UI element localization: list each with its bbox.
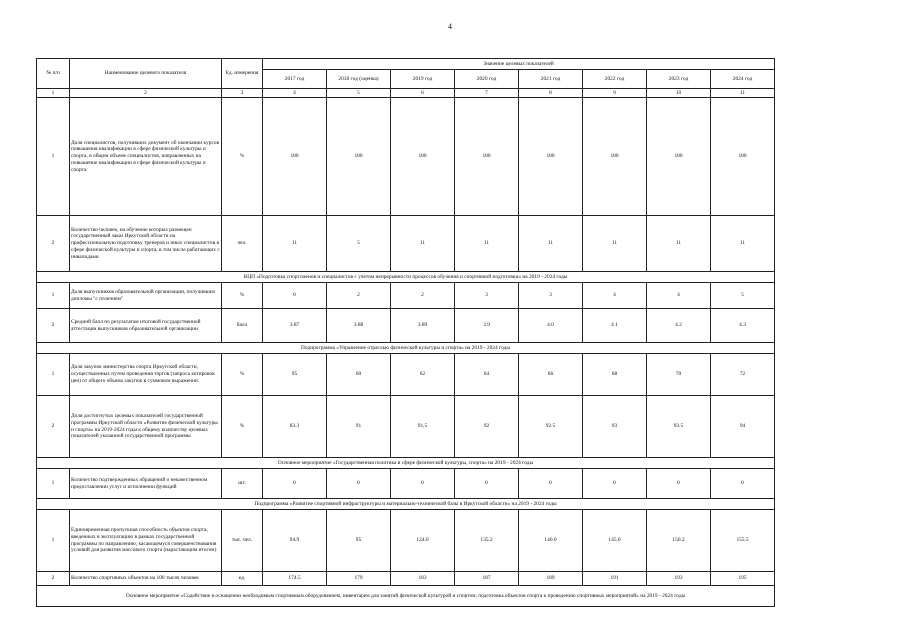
value-cell: 100 — [519, 98, 583, 216]
section-title: Подпрограмма «Развитие спортивной инфраструктуры и материально-технической базы в Иркутской области» на 2019 - 2024 годы — [37, 499, 775, 510]
header-year: 2020 год — [455, 70, 519, 89]
value-cell: 179 — [327, 572, 391, 586]
value-cell: 11 — [263, 216, 327, 272]
unit-cell: % — [222, 354, 263, 396]
value-cell: 5 — [711, 283, 775, 309]
row-number: 2 — [37, 309, 70, 343]
row-number: 2 — [37, 216, 70, 272]
value-cell: 0 — [583, 469, 647, 499]
value-cell: 140.0 — [519, 510, 583, 572]
value-cell: 0 — [327, 469, 391, 499]
column-number: 4 — [263, 89, 327, 98]
value-cell: 11 — [455, 216, 519, 272]
value-cell: 95 — [327, 510, 391, 572]
value-cell: 93 — [583, 396, 647, 458]
value-cell: 62 — [391, 354, 455, 396]
value-cell: 94 — [711, 396, 775, 458]
value-cell: 2 — [327, 283, 391, 309]
value-cell: 4.0 — [519, 309, 583, 343]
table-row — [37, 354, 775, 396]
value-cell: 191 — [583, 572, 647, 586]
value-cell: 11 — [647, 216, 711, 272]
header-year: 2018 год (оценка) — [327, 70, 391, 89]
section-row — [37, 499, 775, 510]
value-cell: 189 — [519, 572, 583, 586]
page-number: 4 — [448, 22, 452, 31]
unit-cell: балл — [222, 309, 263, 343]
value-cell: 4.3 — [711, 309, 775, 343]
table-row — [37, 283, 775, 309]
value-cell: 4.1 — [583, 309, 647, 343]
value-cell: 94.9 — [263, 510, 327, 572]
value-cell: 155.5 — [711, 510, 775, 572]
header-unit: Ед. измерения — [222, 59, 263, 89]
footer-section-title: Основное мероприятие «Содействие в оснащении необходимым спортивным оборудованием, инвентарем для занятий физической культурой и спортом, подготовка объектов спорта к проведению спортивных мероприятий» на 2019 - 2024 годы — [37, 586, 775, 607]
value-cell: 0 — [647, 469, 711, 499]
table-row — [37, 309, 775, 343]
value-cell: 11 — [391, 216, 455, 272]
value-cell: 100 — [711, 98, 775, 216]
indicator-name: Доля специалистов, получивших документ об окончании курсов повышения квалификации в сфере физической культуры и спорта, в общем объеме специалистов, направленных на повышение квалификации в сфере физической культуры и спорта — [70, 98, 222, 216]
indicator-name: Доля закупок министерства спорта Иркутской области, осуществленных путем проведения торгов (запроса котировок цен) от общего объема закупок в суммовом выражении. — [70, 354, 222, 396]
value-cell: 100 — [327, 98, 391, 216]
indicator-name: Единовременная пропускная способность объектов спорта, введенных в эксплуатацию в рамках государственной программы по направлению, касающемуся совершенствования условий для развития массового спорта (нарастающим итогом) — [70, 510, 222, 572]
unit-cell: тыс. чел. — [222, 510, 263, 572]
value-cell: 145.0 — [583, 510, 647, 572]
value-cell: 92.5 — [519, 396, 583, 458]
table-row — [37, 216, 775, 272]
header-year: 2022 год — [583, 70, 647, 89]
value-cell: 187 — [455, 572, 519, 586]
value-cell: 92 — [455, 396, 519, 458]
value-cell: 135.2 — [455, 510, 519, 572]
section-title: Основное мероприятие «Государственная политика в сфере физической культуры, спорта» на 2019 - 2024 годы — [37, 458, 775, 469]
header-year: 2024 год — [711, 70, 775, 89]
table-body — [37, 98, 775, 607]
value-cell: 3.89 — [391, 309, 455, 343]
value-cell: 4 — [647, 283, 711, 309]
value-cell: 100 — [263, 98, 327, 216]
row-number: 1 — [37, 283, 70, 309]
indicator-name: Средний балл по результатам итоговой государственной аттестации выпускников образовательной организации — [70, 309, 222, 343]
section-row — [37, 458, 775, 469]
value-cell: 91 — [327, 396, 391, 458]
column-number: 6 — [391, 89, 455, 98]
column-number: 2 — [70, 89, 222, 98]
table-row — [37, 572, 775, 586]
value-cell: 0 — [519, 469, 583, 499]
indicator-name: Количество спортивных объектов на 100 тысяч человек — [70, 572, 222, 586]
header-num: № п/п — [37, 59, 70, 89]
row-number: 2 — [37, 572, 70, 586]
value-cell: 70 — [647, 354, 711, 396]
value-cell: 0 — [455, 469, 519, 499]
column-number: 3 — [222, 89, 263, 98]
row-number: 1 — [37, 354, 70, 396]
value-cell: 100 — [583, 98, 647, 216]
row-number: 2 — [37, 396, 70, 458]
value-cell: 0 — [263, 283, 327, 309]
column-number: 5 — [327, 89, 391, 98]
section-row — [37, 343, 775, 354]
unit-cell: % — [222, 283, 263, 309]
section-title: ВЦП «Подготовка спортсменов и специалистов с учетом непрерывности процессов обучения и спортивной подготовки» на 2019 - 2024 годы — [37, 272, 775, 283]
row-number: 1 — [37, 469, 70, 499]
indicators-table — [36, 58, 775, 607]
value-cell: 91,5 — [391, 396, 455, 458]
value-cell: 100 — [455, 98, 519, 216]
value-cell: 3 — [519, 283, 583, 309]
value-cell: 3.88 — [327, 309, 391, 343]
value-cell: 83.3 — [263, 396, 327, 458]
value-cell: 11 — [519, 216, 583, 272]
section-row — [37, 586, 775, 607]
value-cell: 0 — [711, 469, 775, 499]
indicator-name: Доля выпускников образовательной организации, получивших дипломы "с отличием" — [70, 283, 222, 309]
header-year: 2017 год — [263, 70, 327, 89]
value-cell: 100 — [391, 98, 455, 216]
value-cell: 95 — [263, 354, 327, 396]
table-row — [37, 469, 775, 499]
unit-cell: % — [222, 396, 263, 458]
value-cell: 0 — [263, 469, 327, 499]
header-values-group: Значение целевых показателей — [263, 59, 775, 70]
row-number: 1 — [37, 98, 70, 216]
indicator-name: Доля достигнутых целевых показателей государственной программы Иркутской области «Развитие физической культуры и спорта» на 2019-2024 годы к общему количеству целевых показателей указанной государственной программы — [70, 396, 222, 458]
value-cell: 2 — [391, 283, 455, 309]
value-cell: 100 — [647, 98, 711, 216]
column-number: 1 — [37, 89, 70, 98]
value-cell: 193 — [647, 572, 711, 586]
value-cell: 93.5 — [647, 396, 711, 458]
value-cell: 124.6 — [391, 510, 455, 572]
unit-cell: % — [222, 98, 263, 216]
column-number: 9 — [583, 89, 647, 98]
column-number: 7 — [455, 89, 519, 98]
row-number: 1 — [37, 510, 70, 572]
value-cell: 68 — [583, 354, 647, 396]
value-cell: 72 — [711, 354, 775, 396]
section-row — [37, 272, 775, 283]
value-cell: 174.5 — [263, 572, 327, 586]
value-cell: 3 — [455, 283, 519, 309]
header-year: 2023 год — [647, 70, 711, 89]
value-cell: 195 — [711, 572, 775, 586]
value-cell: 183 — [391, 572, 455, 586]
value-cell: 3.9 — [455, 309, 519, 343]
value-cell: 5 — [327, 216, 391, 272]
column-number: 8 — [519, 89, 583, 98]
value-cell: 60 — [327, 354, 391, 396]
value-cell: 66 — [519, 354, 583, 396]
unit-cell: ед. — [222, 572, 263, 586]
header-year: 2021 год — [519, 70, 583, 89]
header-year: 2019 год — [391, 70, 455, 89]
indicator-name: Количество человек, на обучение которых размещен государственный заказ Иркутской области на профессиональную подготовку тренеров и иных специалистов в сфере физической культуры и спорта, в том числе работающих с инвалидами — [70, 216, 222, 272]
value-cell: 11 — [711, 216, 775, 272]
value-cell: 0 — [391, 469, 455, 499]
value-cell: 4.2 — [647, 309, 711, 343]
table-row — [37, 510, 775, 572]
section-title: Подпрограмма «Управление отраслью физической культуры и спорта» на 2019 - 2024 годы — [37, 343, 775, 354]
unit-cell: шт. — [222, 469, 263, 499]
column-number: 11 — [711, 89, 775, 98]
unit-cell: чел. — [222, 216, 263, 272]
value-cell: 150.2 — [647, 510, 711, 572]
table-row — [37, 396, 775, 458]
column-number: 10 — [647, 89, 711, 98]
value-cell: 4 — [583, 283, 647, 309]
header-name: Наименование целевого показателя — [70, 59, 222, 89]
value-cell: 11 — [583, 216, 647, 272]
value-cell: 3.87 — [263, 309, 327, 343]
value-cell: 64 — [455, 354, 519, 396]
table-header — [37, 59, 775, 98]
indicator-name: Количество подтвержденных обращений о некачественном предоставлении услуг и исполнении функций — [70, 469, 222, 499]
table-row — [37, 98, 775, 216]
